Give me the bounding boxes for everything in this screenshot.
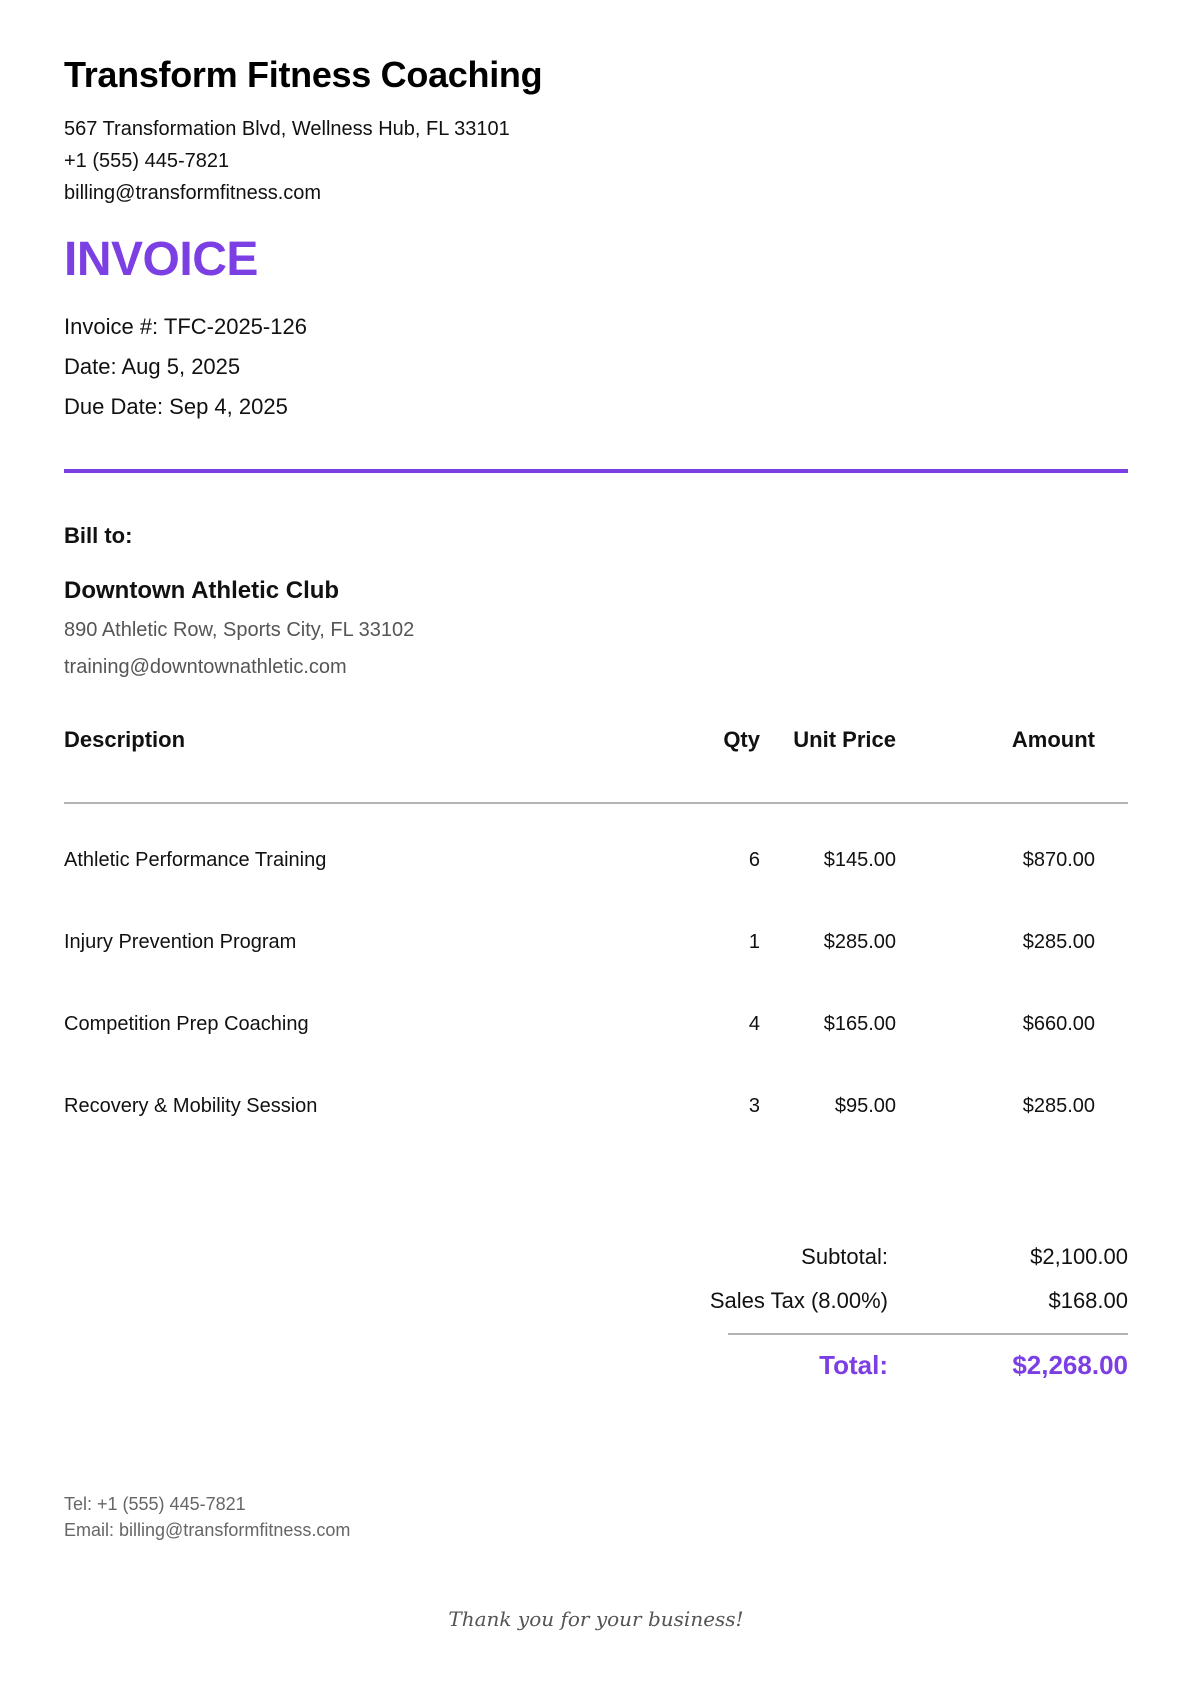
bill-to-label: Bill to: — [64, 523, 133, 548]
row-description: Athletic Performance Training — [64, 849, 327, 871]
client-name: Downtown Athletic Club — [64, 577, 340, 604]
client-address: 890 Athletic Row, Sports City, FL 33102 — [64, 619, 415, 641]
total-label: Total: — [819, 1350, 888, 1380]
table-row — [64, 849, 1128, 879]
column-header-unit-price: Unit Price — [793, 727, 896, 752]
thank-you-note: Thank you for your business! — [448, 1607, 744, 1631]
client-email: training@downtownathletic.com — [64, 656, 347, 678]
row-unit-price: $145.00 — [823, 849, 896, 871]
row-description: Injury Prevention Program — [64, 931, 297, 953]
footer-tel: Tel: +1 (555) 445-7821 — [64, 1494, 246, 1514]
row-qty: 4 — [748, 1013, 760, 1035]
invoice-title: INVOICE — [64, 233, 258, 286]
invoice-number: Invoice #: TFC-2025-126 — [64, 314, 307, 339]
row-qty: 1 — [748, 931, 760, 953]
row-qty: 6 — [748, 849, 760, 871]
column-header-description: Description — [64, 727, 186, 752]
table-row — [64, 1013, 1128, 1043]
row-unit-price: $165.00 — [823, 1013, 896, 1035]
footer-email: Email: billing@transformfitness.com — [64, 1520, 351, 1540]
total-value: $2,268.00 — [1012, 1350, 1128, 1380]
tax-label: Sales Tax (8.00%) — [709, 1288, 888, 1313]
table-row — [64, 931, 1128, 961]
tax-value: $168.00 — [1048, 1288, 1128, 1313]
company-email: billing@transformfitness.com — [64, 182, 322, 204]
company-address: 567 Transformation Blvd, Wellness Hub, FL 33101 — [64, 118, 510, 140]
company-phone: +1 (555) 445-7821 — [64, 150, 230, 172]
table-row — [64, 1095, 1128, 1125]
column-header-qty: Qty — [723, 727, 760, 752]
row-amount: $285.00 — [1022, 1095, 1095, 1117]
row-unit-price: $95.00 — [834, 1095, 896, 1117]
company-name: Transform Fitness Coaching — [64, 54, 543, 95]
row-amount: $660.00 — [1022, 1013, 1095, 1035]
column-header-amount: Amount — [1011, 727, 1095, 752]
row-qty: 3 — [748, 1095, 760, 1117]
row-description: Recovery & Mobility Session — [64, 1095, 318, 1117]
accent-divider — [64, 469, 1128, 473]
table-header-divider — [64, 802, 1128, 804]
row-amount: $870.00 — [1022, 849, 1095, 871]
invoice-due-date: Due Date: Sep 4, 2025 — [64, 394, 288, 419]
invoice-date: Date: Aug 5, 2025 — [64, 354, 241, 379]
row-unit-price: $285.00 — [823, 931, 896, 953]
row-description: Competition Prep Coaching — [64, 1013, 309, 1035]
totals-divider — [728, 1333, 1128, 1335]
subtotal-value: $2,100.00 — [1030, 1244, 1128, 1269]
row-amount: $285.00 — [1022, 931, 1095, 953]
subtotal-label: Subtotal: — [801, 1244, 888, 1269]
